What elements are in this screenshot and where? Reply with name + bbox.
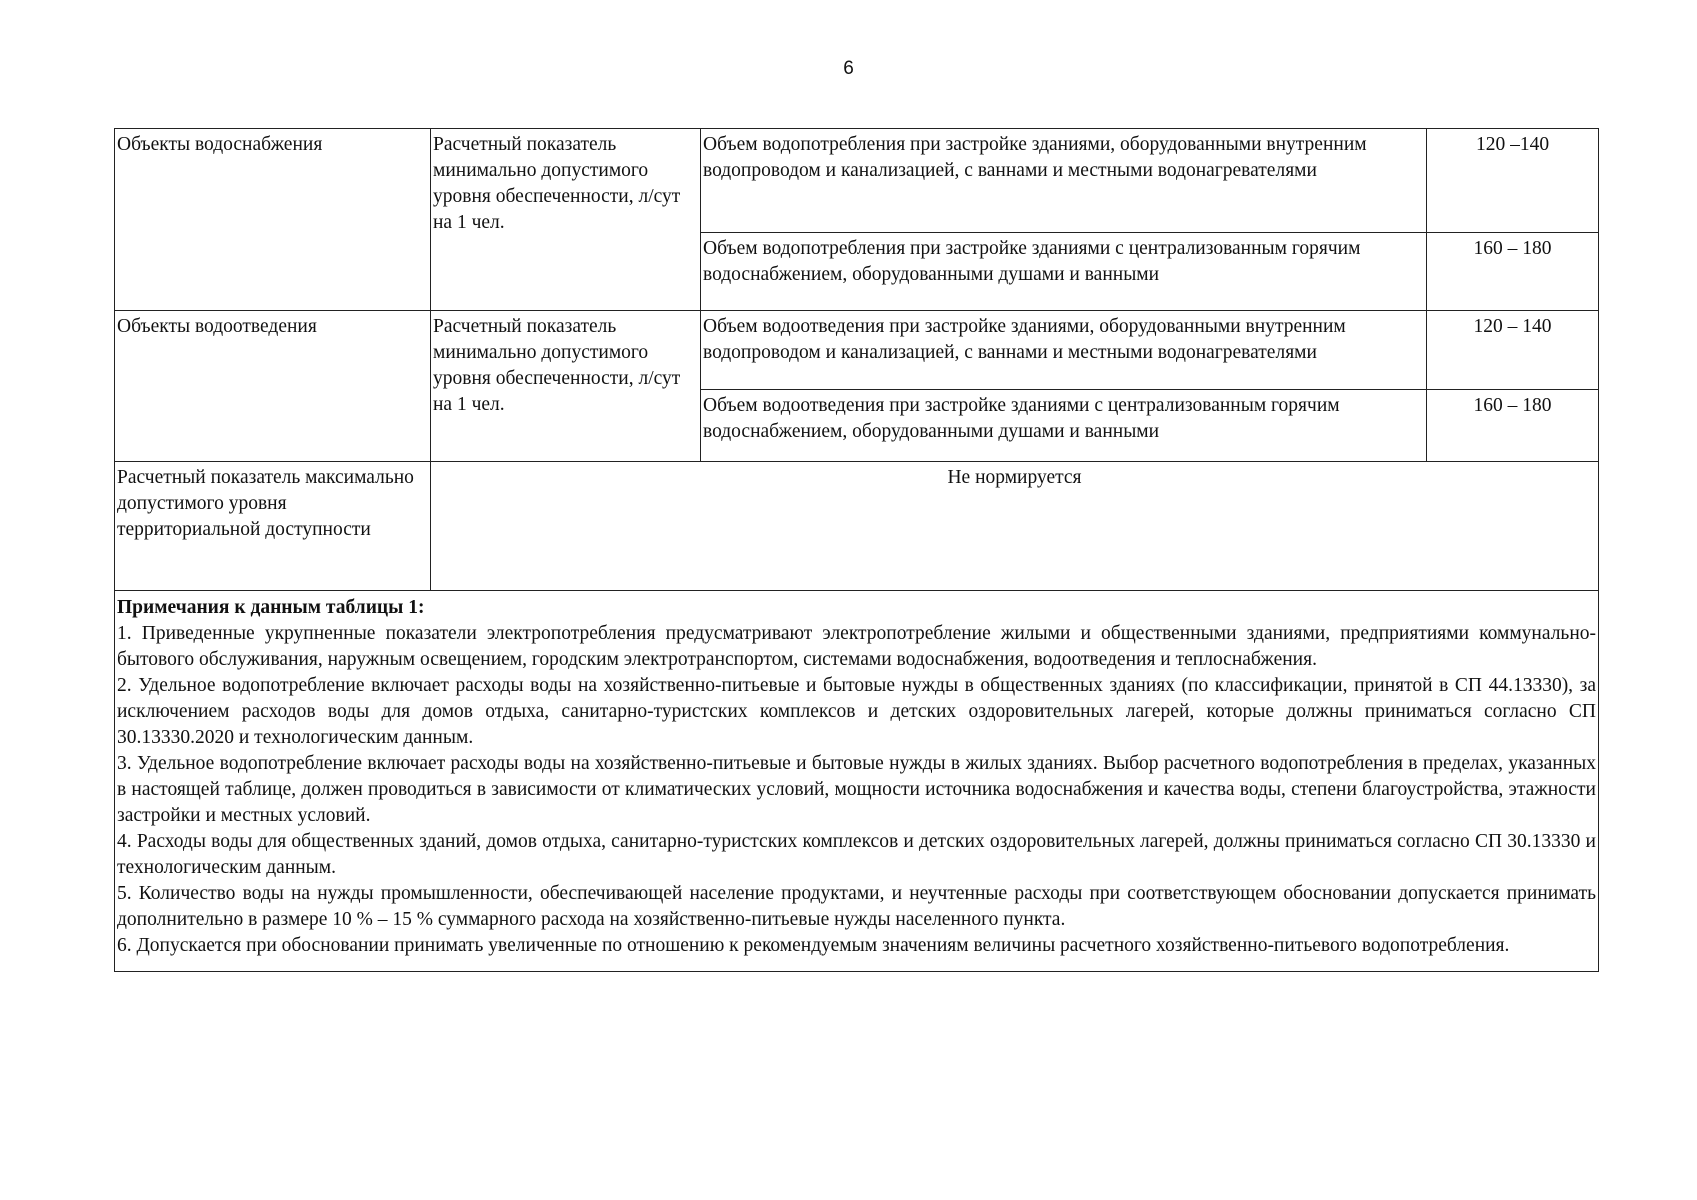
notes-block	[115, 591, 1599, 972]
water-supply-value-1: 120 –140	[1427, 129, 1599, 233]
water-disposal-indicator: Расчетный показатель минимально допустимого уровня обеспеченности, л/сут на 1 чел.	[431, 311, 701, 462]
water-disposal-value-2: 160 – 180	[1427, 390, 1599, 462]
water-supply-object: Объекты водоснабжения	[115, 129, 431, 311]
note-5: 5. Количество воды на нужды промышленности, обеспечивающей население продуктами, и неучтенные расходы при соответствующем обосновании допускается принимать дополнительно в размере 10 % – 15 % суммарного расхода на хозяйственно-питьевые нужды населенного пункта.	[117, 883, 1596, 930]
page-number: 6	[843, 58, 854, 79]
water-supply-indicator: Расчетный показатель минимально допустимого уровня обеспеченности, л/сут на 1 чел.	[431, 129, 701, 311]
water-disposal-description-1: Объем водоотведения при застройке зданиями, оборудованными внутренним водопроводом и канализацией, с ваннами и местными водонагревателями	[701, 311, 1427, 390]
accessibility-label: Расчетный показатель максимально допустимого уровня территориальной доступности	[115, 462, 431, 591]
note-1: 1. Приведенные укрупненные показатели электропотребления предусматривают электропотребление жилыми и общественными зданиями, предприятиями коммунально-бытового обслуживания, наружным освещением, городским электротранспортом, системами водоснабжения, водоотведения и теплоснабжения.	[117, 623, 1596, 670]
water-supply-row-1	[115, 129, 1599, 233]
note-3: 3. Удельное водопотребление включает расходы воды на хозяйственно-питьевые и бытовые нужды в жилых зданиях. Выбор расчетного водопотребления в пределах, указанных в настоящей таблице, должен проводиться в зависимости от климатических условий, мощности источника водоснабжения и качества воды, степени благоустройства, этажности застройки и местных условий.	[117, 753, 1596, 826]
note-4: 4. Расходы воды для общественных зданий, домов отдыха, санитарно-туристских комплексов и детских оздоровительных лагерей, должны приниматься согласно СП 30.13330 и технологическим данным.	[117, 831, 1596, 878]
water-disposal-description-2: Объем водоотведения при застройке зданиями с централизованным горячим водоснабжением, оборудованными душами и ванными	[701, 390, 1427, 462]
note-2: 2. Удельное водопотребление включает расходы воды на хозяйственно-питьевые и бытовые нужды в общественных зданиях (по классификации, принятой в СП 44.13330), за исключением расходов воды для домов отдыха, санитарно-туристских комплексов и детских оздоровительных лагерей, которые должны приниматься согласно СП 30.13330.2020 и технологическим данным.	[117, 675, 1596, 748]
water-disposal-object: Объекты водоотведения	[115, 311, 431, 462]
accessibility-value: Не нормируется	[431, 462, 1599, 591]
water-supply-description-1: Объем водопотребления при застройке зданиями, оборудованными внутренним водопроводом и канализацией, с ваннами и местными водонагревателями	[701, 129, 1427, 233]
water-disposal-row-1	[115, 311, 1599, 390]
water-supply-value-2: 160 – 180	[1427, 233, 1599, 311]
standards-table	[114, 128, 1599, 972]
note-6: 6. Допускается при обосновании принимать увеличенные по отношению к рекомендуемым значениям величины расчетного хозяйственно-питьевого водопотребления.	[117, 935, 1510, 956]
accessibility-row	[115, 462, 1599, 591]
notes-title: Примечания к данным таблицы 1:	[117, 597, 425, 618]
water-disposal-value-1: 120 – 140	[1427, 311, 1599, 390]
notes-row	[115, 591, 1599, 972]
water-supply-description-2: Объем водопотребления при застройке зданиями с централизованным горячим водоснабжением, оборудованными душами и ванными	[701, 233, 1427, 311]
